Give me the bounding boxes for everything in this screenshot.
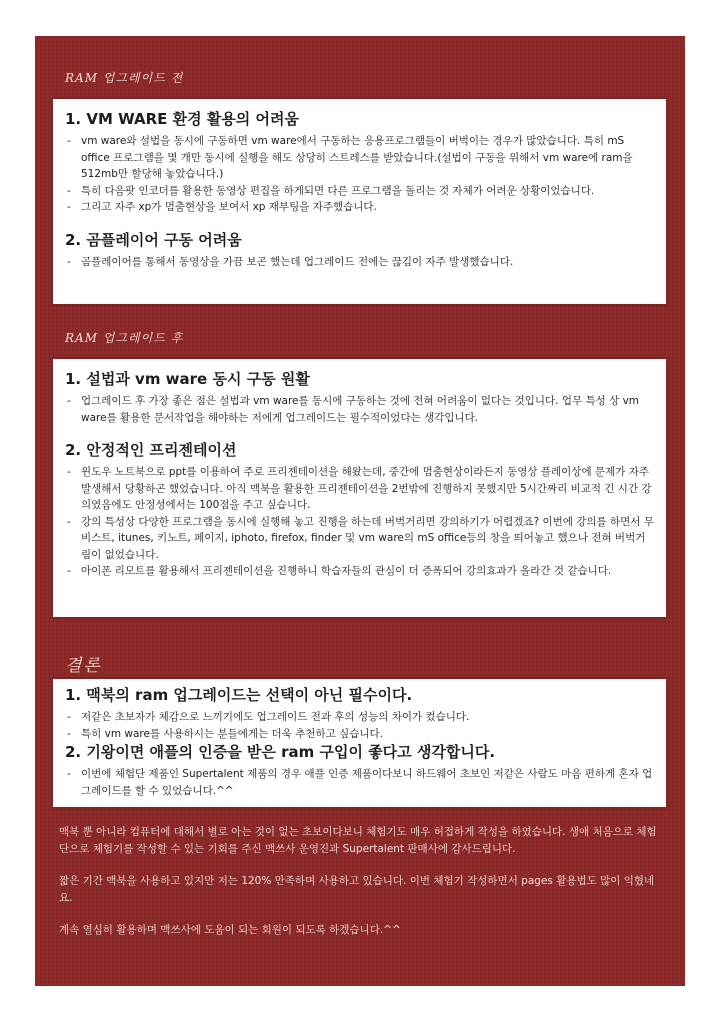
list-item: - 저같은 초보자가 체감으로 느끼기에도 업그레이드 전과 후의 성능의 차이가 컸습니다. (65, 709, 654, 726)
heading-conclusion-1: 1. 맥북의 ram 업그레이드는 선택이 아닌 필수이다. (65, 686, 413, 704)
heading-after-2: 2. 안정적인 프리젠테이션 (65, 441, 237, 459)
closing-paragraph: 맥북 뿐 아니라 컴퓨터에 대해서 별로 아는 것이 없는 초보이다보니 체험기도 매우 허접하게 작성을 하였습니다. 생애 처음으로 체험단으로 체험기를 작성할 수 있는 기회를 주신 맥쓰사 운영진과 Supertalent 판매사에 감사드립니다. (59, 826, 657, 855)
list-item: - 윈도우 노트북으로 ppt를 이용하여 주로 프리젠테이션을 해왔는데, 중간에 멈춤현상이라든지 동영상 플레이상에 문제가 자주 발생해서 당황하곤 했었습니다. 아직 맥북을 활용한 프리젠테이션을 2번밖에 진행하지 못했지만 5시간짜리 비교적 긴 시간 강의였음에도 안정성에서는 100점을 주고 싶습니다. (65, 464, 654, 514)
list-item: - 특히 vm ware를 사용하시는 분들에게는 더욱 추천하고 싶습니다. (65, 726, 654, 743)
list-after-2 (65, 464, 654, 580)
list-item: - 이번에 체험단 제품인 Supertalent 제품의 경우 애플 인증 제품이다보니 하드웨어 초보인 저같은 사람도 마음 편하게 혼자 업그레이드를 할 수 있었습니다.^^ (65, 766, 654, 799)
closing-text (59, 824, 664, 955)
list-item: - vm ware와 설법을 동시에 구동하면 vm ware에서 구동하는 응용프로그램들이 버벅이는 경우가 많았습니다. 특히 mS office 프로그램을 몇 개만 동시에 실행을 해도 상당히 스트레스를 받았습니다.(설법이 구동을 위해서 vm ware에 ram을 512mb만 할당해 놓았습니다.) (65, 133, 654, 183)
heading-before-1: 1. VM WARE 환경 활용의 어려움 (65, 110, 299, 128)
heading-before-2: 2. 곰플레이어 구동 어려움 (65, 230, 242, 249)
list-conclusion-2 (65, 766, 654, 799)
list-item: - 아이폰 리모트를 활용해서 프리젠테이션을 진행하니 학습자들의 관심이 더 증폭되어 강의효과가 올라간 것 같습니다. (65, 563, 654, 580)
list-item: - 그리고 자주 xp가 멈춤현상을 보여서 xp 재부팅을 자주했습니다. (65, 199, 654, 216)
closing-paragraph: 짧은 기간 맥북을 사용하고 있지만 저는 120% 만족하며 사용하고 있습니다. 이번 체험기 작성하면서 pages 활용법도 많이 익혔네요. (59, 875, 655, 904)
list-before-1 (65, 133, 654, 216)
section-label-before: RAM 업그레이드 전 (65, 71, 184, 85)
card-before (53, 99, 666, 304)
list-after-1 (65, 393, 654, 426)
list-item: - 업그레이드 후 가장 좋은 점은 설법과 vm ware를 동시에 구동하는 것에 전혀 어려움이 없다는 것입니다. 업무 특성 상 vm ware를 활용한 문서작업을 해야하는 저에게 업그레이드는 필수적이었다는 생각입니다. (65, 393, 654, 426)
heading-after-1: 1. 설법과 vm ware 동시 구동 원활 (65, 370, 310, 388)
list-item: - 곰플레이어를 통해서 동영상을 가끔 보곤 했는데 업그레이드 전에는 끊김이 자주 발생했습니다. (65, 254, 654, 271)
card-after (53, 359, 666, 617)
list-before-2 (65, 254, 654, 271)
document-page (35, 36, 685, 986)
card-conclusion (53, 679, 666, 807)
heading-conclusion-2: 2. 기왕이면 애플의 인증을 받은 ram 구입이 좋다고 생각합니다. (65, 743, 496, 761)
list-conclusion-1 (65, 709, 654, 742)
list-item: - 강의 특성상 다양한 프로그램을 동시에 실행해 놓고 진행을 하는데 버벅거리면 강의하기가 어렵겠죠? 이번에 강의를 하면서 무비스트, itunes, 키노트, 페이지, iphoto, firefox, finder 및 vm ware의 mS office등의 창을 띄어놓고 했으나 전혀 버벅거림이 없었습니다. (65, 514, 654, 564)
section-label-conclusion: 결론 (65, 656, 102, 676)
list-item: - 특히 다음팟 인코더를 활용한 동영상 편집을 하게되면 다른 프로그램을 돌리는 것 자체가 어려운 상황이었습니다. (65, 183, 654, 200)
closing-paragraph: 계속 열심히 활용하며 맥쓰사에 도움이 되는 회원이 되도록 하겠습니다.^^ (59, 924, 401, 936)
section-label-after: RAM 업그레이드 후 (65, 331, 184, 345)
